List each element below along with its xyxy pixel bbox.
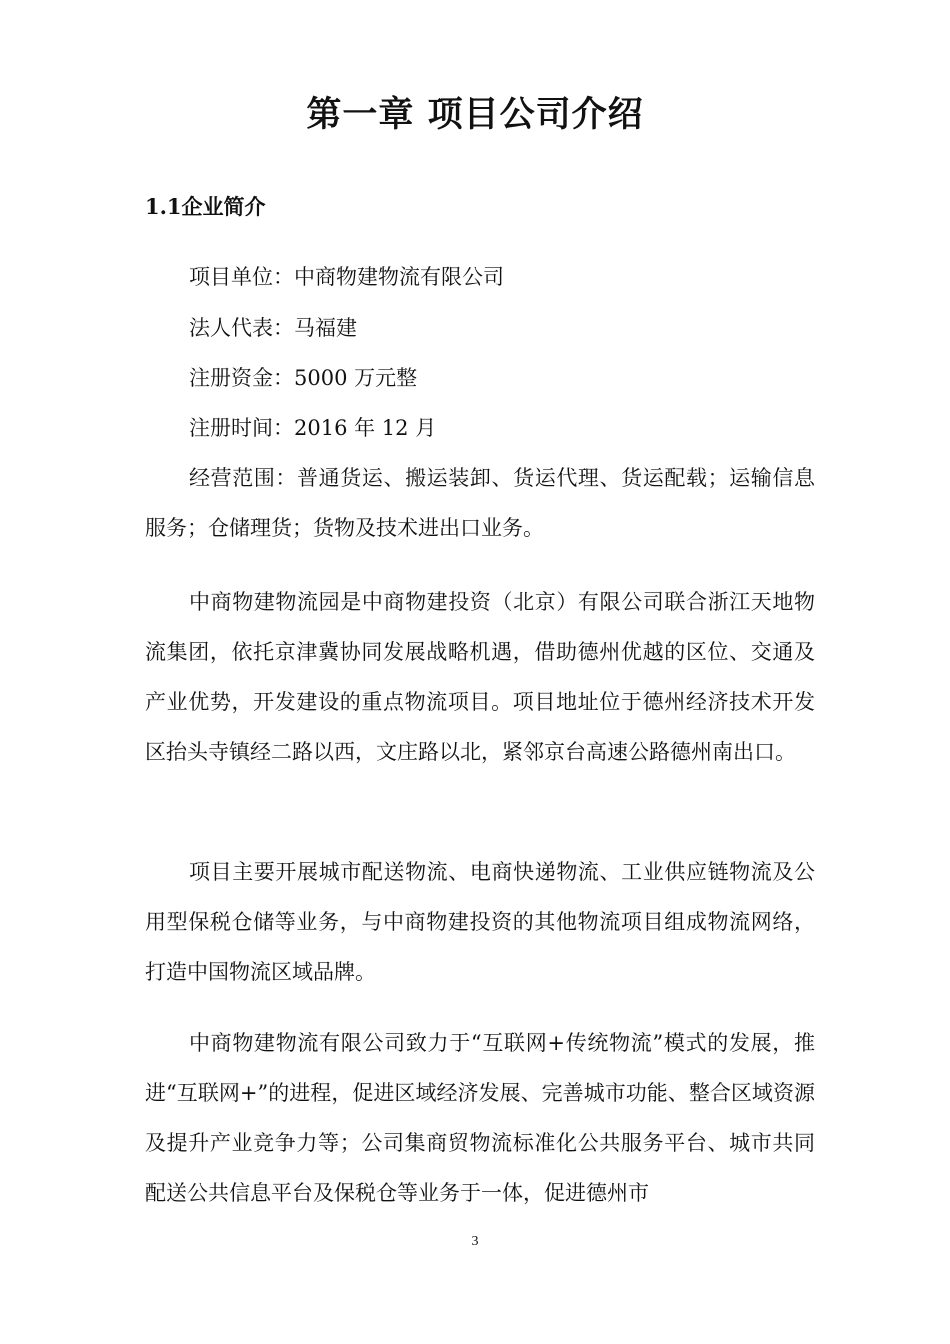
page-number: 3: [471, 1234, 479, 1249]
chapter-title: 第一章 项目公司介绍: [306, 94, 644, 135]
paragraph-main-business: 项目主要开展城市配送物流、电商快递物流、工业供应链物流及公用型保税仓储等业务，与中商物建投资的其他物流项目组成物流网络，打造中国物流区域品牌。: [145, 860, 815, 984]
section-heading: 1.1企业简介: [145, 194, 266, 219]
paragraph-business-scope: 经营范围：普通货运、搬运装卸、货运代理、货运配载；运输信息服务；仓储理货；货物及技术进出口业务。: [145, 466, 815, 540]
info-registration-time: 注册时间：2016 年 12 月: [189, 416, 437, 440]
paragraph-company-mission: 中商物建物流有限公司致力于“互联网+传统物流”模式的发展，推进“互联网+”的进程，促进区域经济发展、完善城市功能、整合区域资源及提升产业竞争力等；公司集商贸物流标准化公共服务平台、城市共同配送公共信息平台及保税仓等业务于一体，促进德州市: [145, 1031, 815, 1205]
info-registered-capital: 注册资金：5000 万元整: [189, 366, 418, 390]
info-legal-representative: 法人代表：马福建: [189, 316, 357, 340]
paragraph-park-intro: 中商物建物流园是中商物建投资（北京）有限公司联合浙江天地物流集团，依托京津冀协同发展战略机遇，借助德州优越的区位、交通及产业优势，开发建设的重点物流项目。项目地址位于德州经济技术开发区抬头寺镇经二路以西，文庄路以北，紧邻京台高速公路德州南出口。: [145, 590, 815, 764]
info-project-unit: 项目单位：中商物建物流有限公司: [189, 265, 504, 289]
